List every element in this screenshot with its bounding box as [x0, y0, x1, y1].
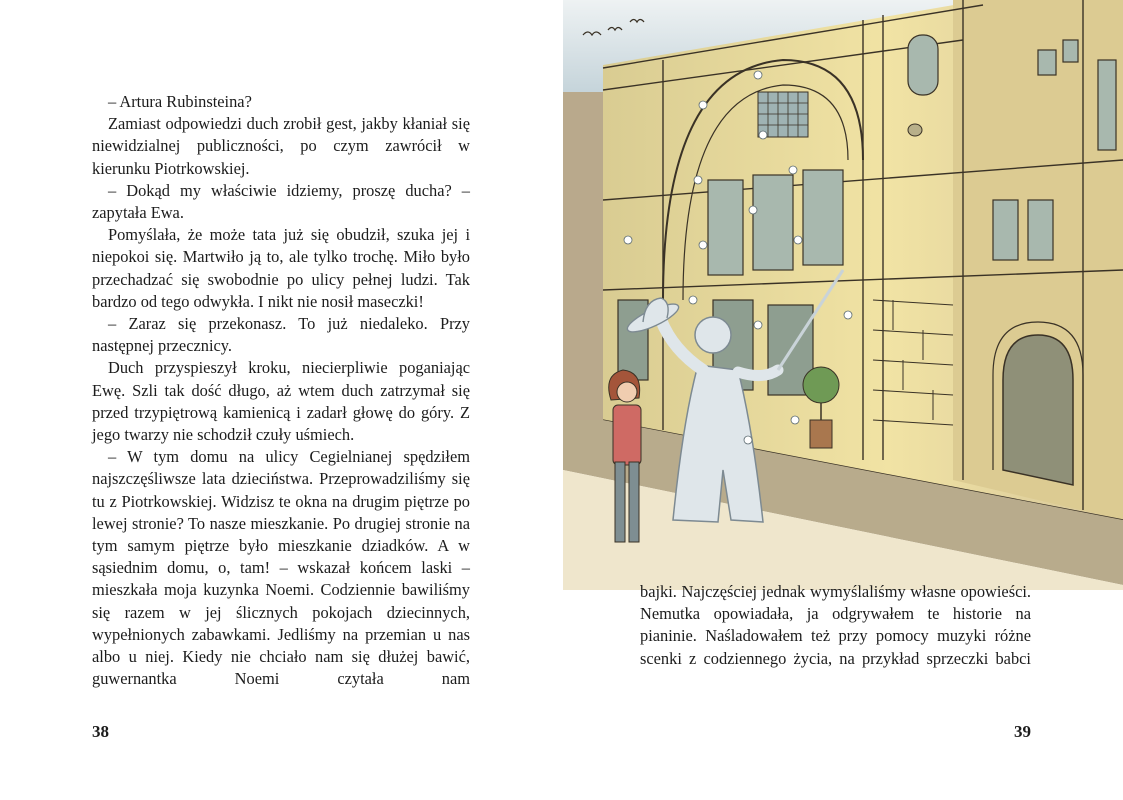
paragraph: Zamiast odpowiedzi duch zrobił gest, jakby kłaniał się niewidzialnej publiczności, po czym zawrócił w kierunku Piotrkowskiej.	[92, 114, 470, 178]
page-number: 38	[92, 722, 109, 741]
illustration	[563, 0, 1123, 590]
arched-door	[1003, 335, 1073, 485]
plant-leaves	[803, 367, 839, 403]
left-page	[0, 0, 561, 800]
right-page-text	[640, 581, 1031, 670]
paragraph: – W tym domu na ulicy Cegielnianej spędziłem najszczęśliwsze lata dzieciństwa. Przeprowadziliśmy się tu z Piotrkowskiej. Widzisz te okna na drugim piętrze po lewej stronie? To nasze mieszkanie. Po drugiej stronie na tym samym piętrze było mieszkanie dziadków. A w sąsiednim domu, o, tam! – wskazał końcem laski – mieszkała moja kuzynka Noemi. Codziennie bawiliśmy się razem w jej ślicznych pokojach dziecinnych, wypełnionych zabawkami. Jedliśmy na przemian u nas albo u niej. Kiedy nie chciało nam się dłużej bawić, guwernantka Noemi czytała nam	[92, 447, 470, 689]
illustration-canvas	[563, 0, 1123, 590]
left-building	[563, 92, 603, 432]
paragraph: – Dokąd my właściwie idziemy, proszę ducha? – zapytała Ewa.	[92, 180, 470, 223]
window	[758, 92, 808, 137]
paragraph: Duch przyspieszył kroku, niecierpliwie poganiając Ewę. Szli tak dość długo, aż wtem duch zatrzymał się przed trzypiętrową kamienicą i zadarł głowę do góry. Z jego twarzy nie schodził czuły uśmiech.	[92, 358, 470, 445]
paragraph: – Artura Rubinsteina?	[108, 92, 252, 111]
page-number: 39	[1014, 722, 1031, 741]
pigeon	[908, 124, 922, 136]
left-page-text	[92, 91, 470, 690]
paragraph: Pomyślała, że może tata już się obudził, szuka jej i niepokoi się. Martwiło ją to, ale tylko trochę. Miło było przechadzać się swobodnie po ulicy pełnej ludzi. Tak bardzo od tego odwykła. I nikt nie nosił maseczki!	[92, 225, 470, 311]
paragraph: bajki. Najczęściej jednak wymyślaliśmy własne opowieści. Nemutka opowiadała, ja odgrywałem te historie na pianinie. Naśladowałem też przy pomocy muzyki różne scenki z codziennego życia, na przykład sprzeczki babci	[640, 582, 1031, 668]
paragraph: – Zaraz się przekonasz. To już niedaleko. Przy następnej przecznicy.	[92, 314, 470, 356]
plant-pot	[810, 420, 832, 448]
